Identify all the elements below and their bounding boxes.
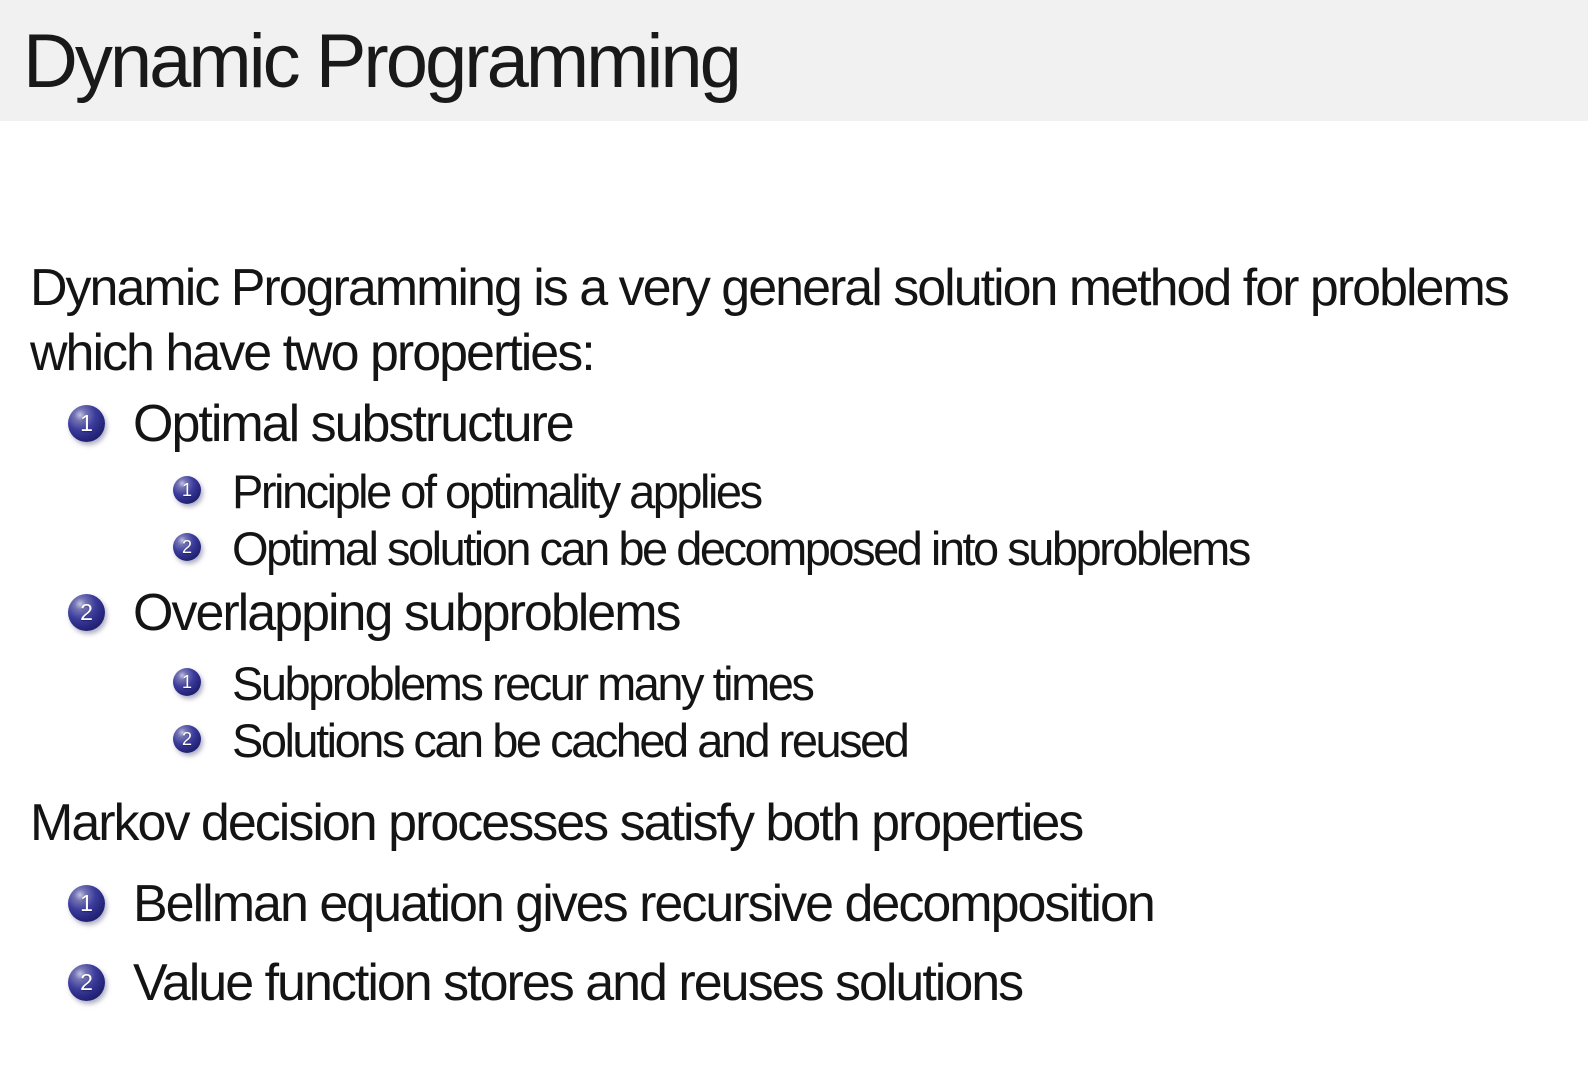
list-subitem-subproblems-recur — [173, 656, 812, 711]
list-item-label: Value function stores and reuses solutions — [133, 954, 1023, 1012]
list-item-overlapping-subproblems — [68, 583, 680, 644]
list-item-bellman-equation — [68, 874, 1154, 935]
list-item-label: Optimal solution can be decomposed into subproblems — [232, 522, 1249, 575]
list-item-optimal-substructure — [68, 394, 573, 455]
intro-line: Dynamic Programming is a very general solution method for problems — [30, 259, 1508, 317]
list-subitem-decomposed-into-subproblems — [173, 521, 1249, 576]
ball-number-icon: 1 — [68, 405, 105, 442]
list-item-value-function — [68, 953, 1022, 1014]
list-item-label: Optimal substructure — [133, 395, 573, 453]
list-item-label: Principle of optimality applies — [232, 465, 761, 518]
ball-number-icon: 1 — [173, 476, 201, 504]
intro-paragraph — [30, 256, 1508, 386]
ball-number-icon: 2 — [173, 725, 201, 753]
list-subitem-solutions-cached — [173, 713, 907, 768]
slide-title: Dynamic Programming — [23, 19, 739, 104]
list-item-label: Bellman equation gives recursive decomposition — [133, 875, 1154, 933]
ball-number-icon: 1 — [68, 885, 105, 922]
list-item-label: Overlapping subproblems — [133, 584, 680, 642]
ball-number-icon: 1 — [173, 668, 201, 696]
ball-number-icon: 2 — [68, 964, 105, 1001]
ball-number-icon: 2 — [173, 533, 201, 561]
mdp-statement: Markov decision processes satisfy both properties — [30, 794, 1083, 852]
list-item-label: Solutions can be cached and reused — [232, 714, 908, 767]
intro-line: which have two properties: — [30, 324, 594, 382]
list-subitem-principle-of-optimality — [173, 464, 761, 519]
ball-number-icon: 2 — [68, 594, 105, 631]
list-item-label: Subproblems recur many times — [232, 657, 813, 710]
